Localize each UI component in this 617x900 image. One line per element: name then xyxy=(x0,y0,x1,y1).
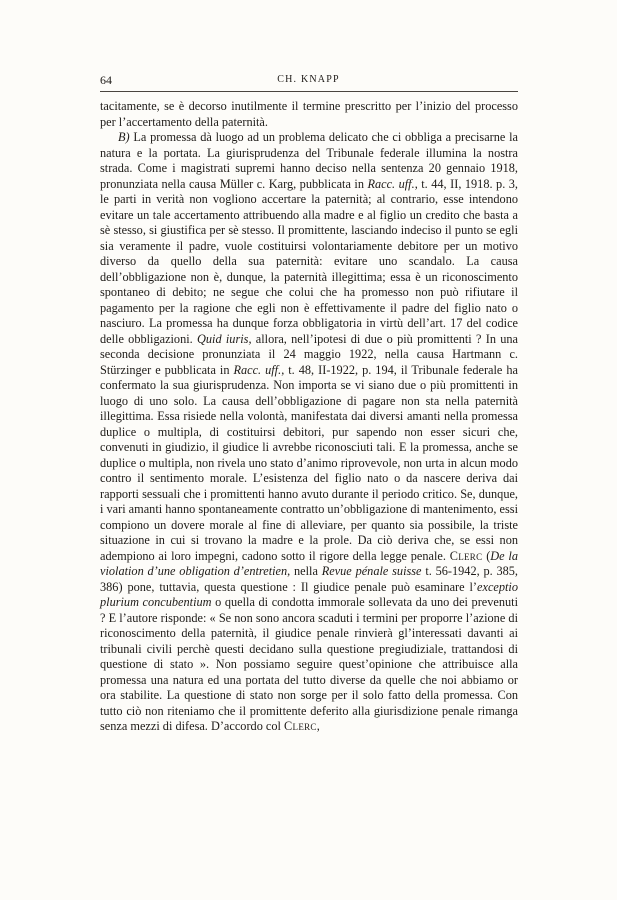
author-name-smallcaps: Clerc xyxy=(284,719,317,733)
author-name-smallcaps: Clerc xyxy=(449,548,483,563)
paragraph-b xyxy=(100,130,518,735)
citation-italic: Racc. uff. xyxy=(233,362,282,377)
text-run: o quella di condotta immorale sollevata da uno dei prevenuti ? E l’autore risponde: « Se non sono ancora scaduti i termini per proporre l’azione di riconoscimento della paternità, il giudice penale rinvierà gl’interessati davanti ai tribunali civili perchè questi decidano sulla questione pregiudiziale, trattandosi di questione di stato ». Non possiamo seguire quest’opinione che attribuisce alla promessa una natura ed una portata del tutto diverse da quelle che noi abbiamo or ora stabilite. La questione di stato non sorge per il solo fatto della promessa. Con tutto ciò non riteniamo che il promittente deferito alla giurisdizione penale rimanga senza mezzi di difesa. D’accordo col xyxy=(100,595,518,733)
text-run: , t. 44, II, 1918. p. 3, le parti in verità non vogliono accertare la paternità; al contrario, esse intendono evitare un tale accertamento attribuendo alla madre e al figlio un credito che basta a sè stesso, si giustifica per sè stesso. Il promittente, lasciando indeciso il punto se egli sia veramente il padre, vuole costituirsi volontariamente debitore per un motivo diverso da quello della sua paternità: evitare uno scandalo. La causa dell’obbligazione non è, dunque, la paternità illegittima; essa è un riconoscimento spontaneo di debito; ne segue che colui che ha promesso non può rifiutare il pagamento per la ragione che egli non è effettivamente il padre del figlio nato o nasciuro. La promessa ha dunque forza obbligatoria in virtù dell’art. 17 del codice delle obbligazioni. xyxy=(100,176,519,346)
paragraph-continuation: tacitamente, se è decorso inutilmente il termine prescritto per l’inizio del processo per l’accertamento della paternità. xyxy=(100,99,518,129)
latin-phrase-italic: Quid iuris, xyxy=(197,331,252,346)
section-label: B) xyxy=(118,130,130,144)
latin-term-italic: exceptio plurium concubentium xyxy=(100,579,518,609)
body-text xyxy=(100,99,518,735)
work-title-italic: De la violation d’une obligation d’entretien xyxy=(100,548,518,578)
header-rule xyxy=(100,91,518,92)
text-run: ( xyxy=(482,548,491,563)
text-run: , t. 48, II-1922, p. 194, il Tribunale federale ha confermato la sua giurisprudenza. Non importa se vi siano due o più promittenti in luogo di uno solo. La causa dell’obbligazione di pagare non sta nella paternità illegittima. Essa risiede nella volontà, manifestata dai diversi amanti nella promessa duplice o multipla, di costituirsi debitori, pur sapendo non esser sicuri che, convenuti in giudizio, il giudice li avrebbe riconosciuti tali. E la promessa, anche se duplice o multipla, non rivela uno stato d’animo riprovevole, non urta in alcun modo contro il sentimento morale. L’esistenza del figlio nato o da nascere deriva dai rapporti sessuali che i promittenti hanno avuto durante il periodo critico. Se, dunque, i vari amanti hanno spontaneamente contratto un’obbligazione di mantenimento, essi compiono un dovere morale al fine di alleviare, per quanto sia possibile, la triste situazione in cui si trovano la madre e la prole. Da ciò deriva che, se essi non adempiono ai loro impegni, cadono sotto il rigore della legge penale. xyxy=(100,362,518,563)
citation-italic: Racc. uff. xyxy=(367,176,415,191)
text-run: , nella xyxy=(287,564,322,578)
text-run: La promessa dà luogo ad un problema delicato che ci obbliga a precisarne la natura e la portata. La giurisprudenza del Tribunale federale illumina la nostra strada. Come i magistrati supremi hanno deciso nella sentenza 20 gennaio 1918, pronunziata nella causa Müller c. Karg, pubblicata in xyxy=(100,130,518,191)
text-run: allora, nell’ipotesi di due o più promittenti ? In una seconda decisione pronunziata il 24 maggio 1922, nella causa Hartmann c. Stürzinger e pubblicata in xyxy=(100,331,519,377)
journal-title-italic: Revue pénale suisse xyxy=(321,564,422,578)
page-number: 64 xyxy=(100,73,112,87)
text-run: , xyxy=(316,719,320,733)
text-run: t. 56-1942, p. 385, 386) pone, tuttavia, questa questione : Il giudice penale può esaminare l’ xyxy=(100,564,519,594)
running-head: CH. KNAPP xyxy=(277,74,340,85)
